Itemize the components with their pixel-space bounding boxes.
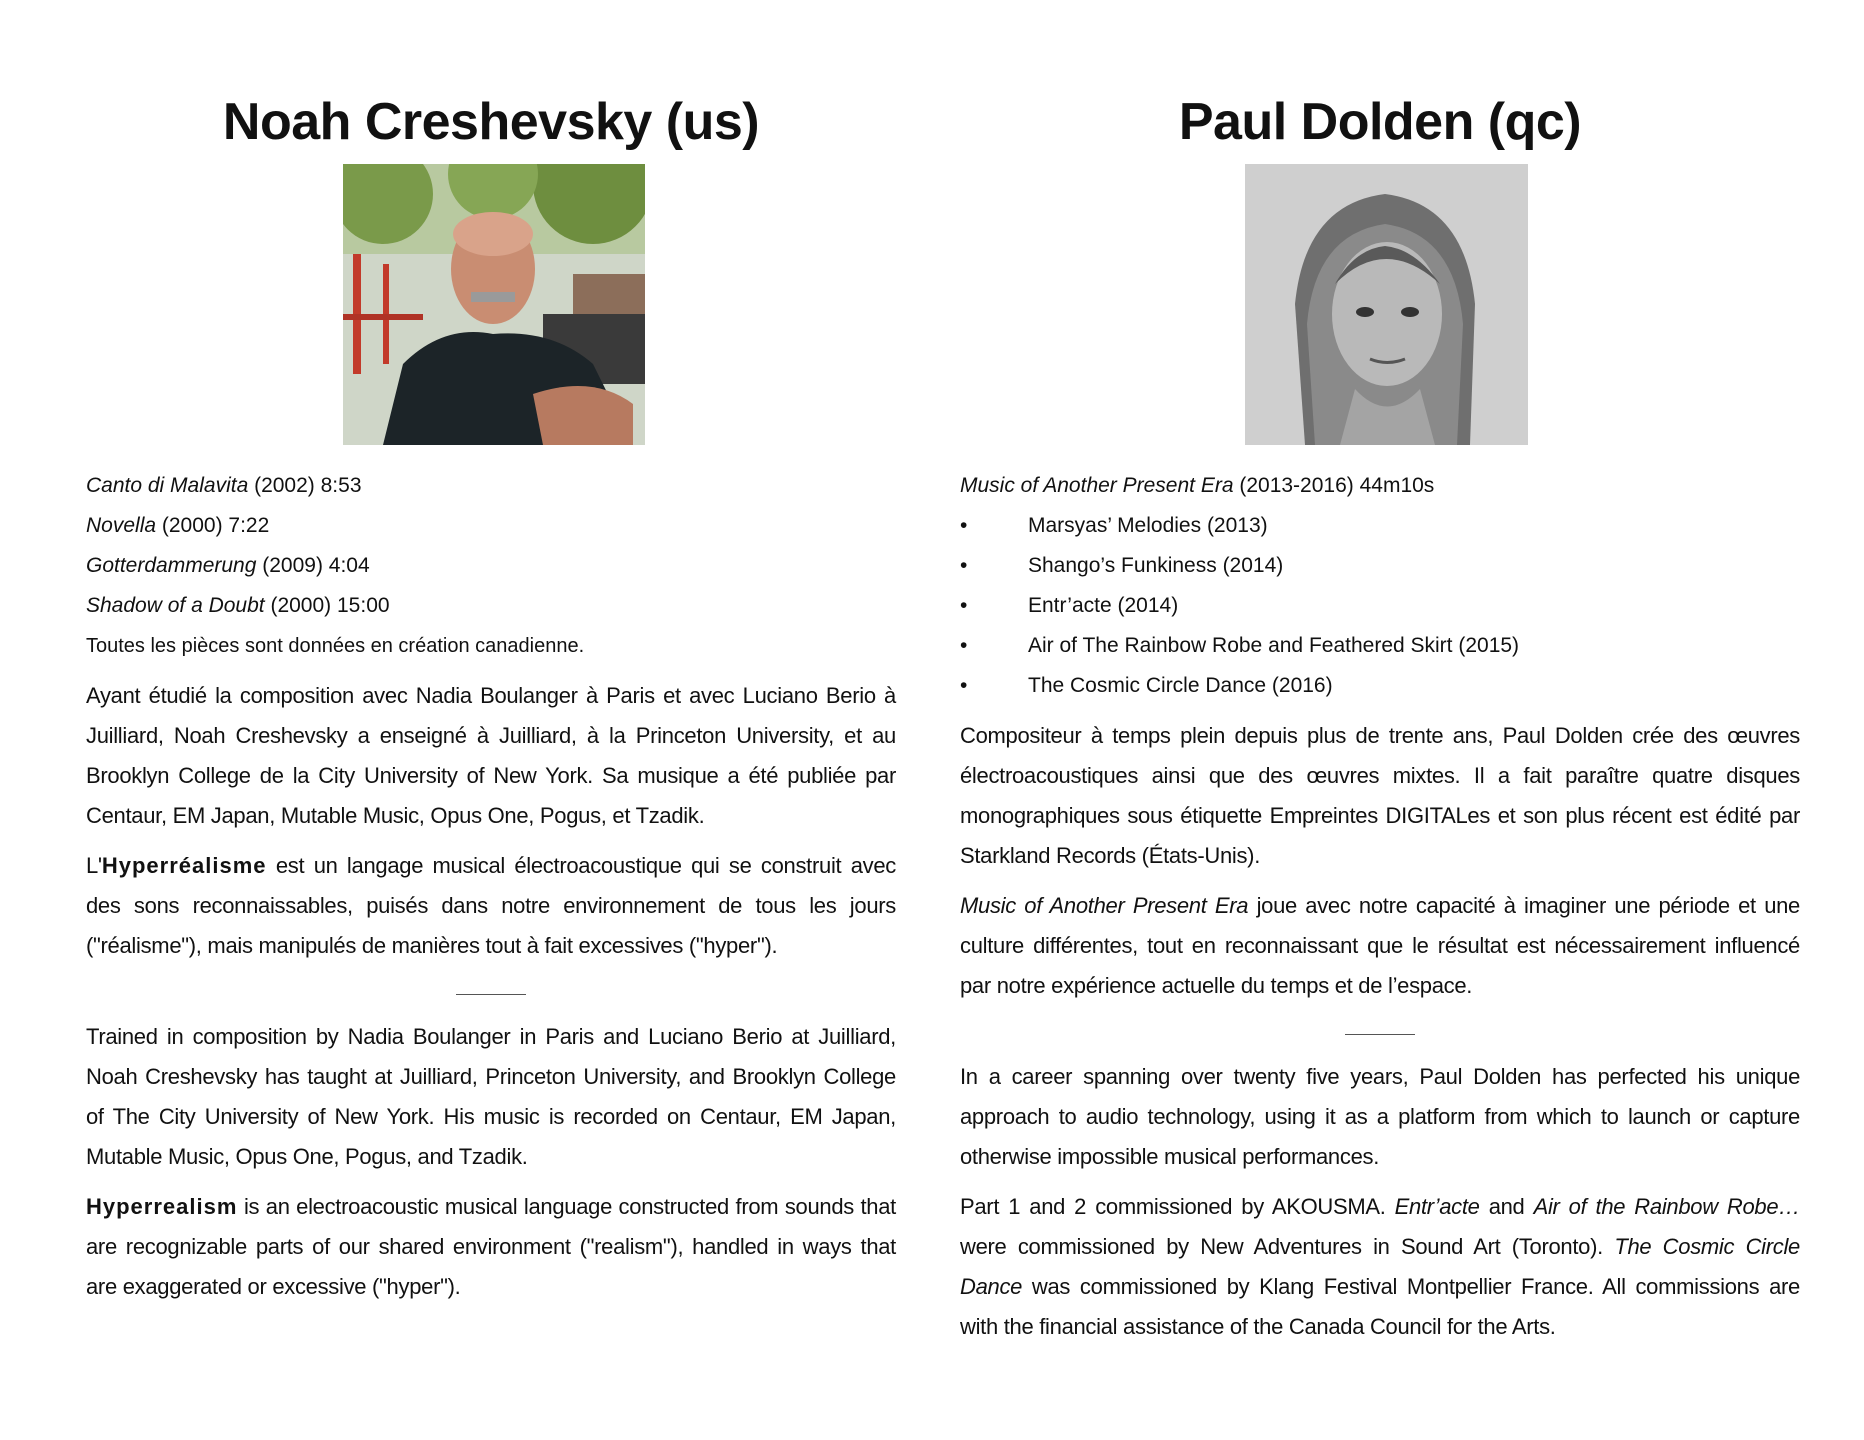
commissions <box>960 1187 1800 1347</box>
work-title: Shadow of a Doubt <box>86 594 265 617</box>
work-detail: (2000) 7:22 <box>156 514 270 537</box>
work-item <box>86 506 896 546</box>
work-item <box>86 546 896 586</box>
hyperrealism-term: Hyperrealism <box>86 1194 238 1219</box>
english-hyperrealism <box>86 1187 896 1307</box>
work-title: Gotterdammerung <box>86 554 257 577</box>
work-description: joue avec notre capacité à imaginer une période et une culture différentes, tout en reconnaissant que le résultat est nécessairement influencé par notre expérience actuelle du temps et de l’espace. <box>960 893 1800 998</box>
bullet-icon: • <box>960 514 968 537</box>
french-work-description <box>960 886 1800 1006</box>
french-biography: Ayant étudié la composition avec Nadia Boulanger à Paris et avec Luciano Berio à Juilliard, Noah Creshevsky a enseigné à Juilliard, à la Princeton University, et au Brooklyn College de la City University of New York. Sa musique a été publiée par Centaur, EM Japan, Mutable Music, Opus One, Pogus, et Tzadik. <box>86 683 896 828</box>
english-biography: In a career spanning over twenty five years, Paul Dolden has perfected his unique approach to audio technology, using it as a platform from which to launch or capture otherwise impossible musical performances. <box>960 1064 1800 1169</box>
bullet-icon: • <box>960 674 968 697</box>
work-detail: (2002) 8:53 <box>248 474 362 497</box>
main-work-title: Music of Another Present Era <box>960 474 1234 497</box>
work-title: Music of Another Present Era <box>960 893 1249 918</box>
list-item <box>960 666 1800 706</box>
work-title: Entr’acte <box>1394 1194 1480 1219</box>
movement-label: Marsyas’ Melodies (2013) <box>1028 514 1268 537</box>
work-item <box>86 466 896 506</box>
commission-text: Part 1 and 2 commissioned by AKOUSMA. <box>960 1194 1395 1219</box>
hyperrealism-term: Hyperréalisme <box>101 853 267 878</box>
movements-list <box>960 506 1800 706</box>
bullet-icon: • <box>960 554 968 577</box>
portrait-image <box>1245 164 1528 445</box>
language-divider <box>456 994 526 995</box>
premiere-note: Toutes les pièces sont données en création canadienne. <box>86 635 585 657</box>
composer-name: Noah Creshevsky (us) <box>222 93 760 151</box>
work-title: Air of the Rainbow Robe… <box>1533 1194 1800 1219</box>
work-title: Novella <box>86 514 157 537</box>
hyper-prefix: L' <box>86 853 102 878</box>
bullet-icon: • <box>960 634 968 657</box>
work-detail: (2000) 15:00 <box>264 594 390 617</box>
french-biography: Compositeur à temps plein depuis plus de trente ans, Paul Dolden crée des œuvres électroacoustiques ainsi que des œuvres mixtes. Il a fait paraître quatre disques monographiques sous étiquette Empreintes DIGITALes et son plus récent est édité par Starkland Records (États-Unis). <box>960 723 1800 868</box>
movement-label: Shango’s Funkiness (2014) <box>1028 554 1284 577</box>
commission-text: and <box>1479 1194 1534 1219</box>
movement-label: Air of The Rainbow Robe and Feathered Skirt (2015) <box>1028 634 1520 657</box>
work-title: The Cosmic Circle Dance <box>960 1234 1800 1299</box>
french-hyperrealism <box>86 846 896 966</box>
work-detail: (2009) 4:04 <box>256 554 370 577</box>
english-biography: Trained in composition by Nadia Boulanger in Paris and Luciano Berio at Juilliard, Noah Creshevsky has taught at Juilliard, Princeton University, and Brooklyn College of The City University of New York. His music is recorded on Centaur, EM Japan, Mutable Music, Opus One, Pogus, and Tzadik. <box>86 1024 896 1169</box>
portrait-image <box>343 164 645 445</box>
commission-text: was commissioned by Klang Festival Montpellier France. All commissions are with the financial assistance of the Canada Council for the Arts. <box>960 1274 1800 1339</box>
work-title: Canto di Malavita <box>86 474 249 497</box>
works-list <box>86 466 896 626</box>
movement-label: Entr’acte (2014) <box>1028 594 1179 617</box>
list-item <box>960 586 1800 626</box>
composer-photo-dolden <box>1245 164 1528 445</box>
list-item <box>960 626 1800 666</box>
bullet-icon: • <box>960 594 968 617</box>
main-work <box>960 466 1800 506</box>
dolden-content <box>960 466 1800 1347</box>
language-divider <box>1345 1034 1415 1035</box>
movement-label: The Cosmic Circle Dance (2016) <box>1028 674 1333 697</box>
composer-photo-creshevsky <box>343 164 645 445</box>
hyper-description: est un langage musical électroacoustique qui se construit avec des sons reconnaissables, puisés dans notre environnement de tous les jours ("réalisme"), mais manipulés de manières tout à fait excessives ("hyper"). <box>86 853 896 958</box>
hyper-description: is an electroacoustic musical language constructed from sounds that are recognizable parts of our shared environment ("realism"), handled in ways that are exaggerated or excessive ("hyper"). <box>86 1194 896 1299</box>
work-item <box>86 586 896 626</box>
list-item <box>960 506 1800 546</box>
composer-name: Paul Dolden (qc) <box>1178 93 1582 151</box>
commission-text: were commissioned by New Adventures in Sound Art (Toronto). <box>960 1234 1615 1259</box>
creshevsky-content <box>86 466 896 1307</box>
main-work-detail: (2013-2016) 44m10s <box>1233 474 1435 497</box>
list-item <box>960 546 1800 586</box>
